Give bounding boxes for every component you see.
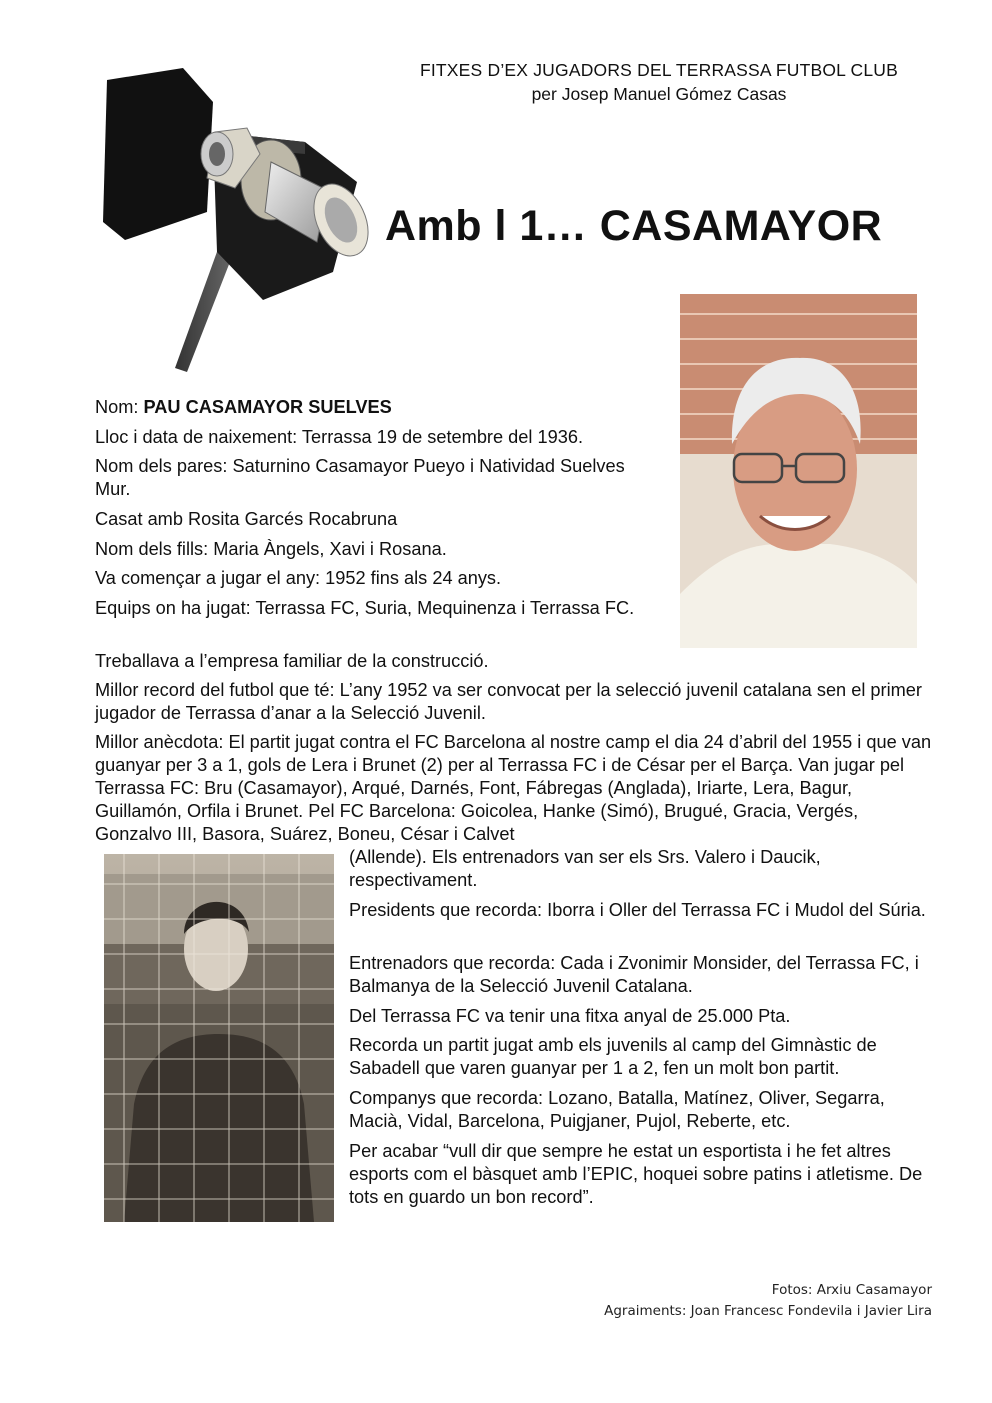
field-contract: Del Terrassa FC va tenir una fitxa anyal de 25.000 Pta. — [349, 1006, 791, 1026]
field-coaches: Entrenadors que recorda: Cada i Zvonimir Monsider, del Terrassa FC, i Balmanya de la Selecció Juvenil Catalana. — [349, 953, 919, 996]
field-anecdote: Millor anècdota: El partit jugat contra el FC Barcelona al nostre camp el dia 24 d’abril del 1955 i que van guanyar per 3 a 1, gols de Lera i Brunet (2) per al Terrassa FC i de César per el Barça. Van jugar pel Terrassa FC: Bru (Casamayor), Arqué, Darnés, Font, Fábregas (Anglada), Iriarte, Lera, Bagur, Guillamón, Orfila i Brunet. Pel FC Barcelona: Goicolea, Hanke (Simó), Brugué, Gracia, Vergés, Gonzalvo III, Basora, Suárez, Boneu, César i Calvet — [95, 732, 932, 844]
field-closing: Per acabar “vull dir que sempre he estat un esportista i he fet altres esports com el bàsquet amb l’EPIC, hoquei sobre patins i atletisme. De tots en guardo un bon record”. — [349, 1141, 923, 1207]
player-photo-recent — [680, 294, 917, 648]
loudspeaker-floodlight-image — [95, 62, 375, 372]
field-best-record: Millor record del futbol que té: L’any 1952 va ser convocat per la selecció juvenil catalana sen el primer jugador de Terrassa d’anar a la Selecció Juvenil. — [95, 680, 922, 723]
credits-thanks: Agraiments: Joan Francesc Fondevila i Javier Lira — [604, 1303, 932, 1319]
field-parents: Nom dels pares: Saturnino Casamayor Pueyo i Natividad Suelves Mur. — [95, 456, 625, 499]
field-work: Treballava a l’empresa familiar de la construcció. — [95, 651, 489, 671]
name-label: Nom: — [95, 397, 139, 417]
field-teammates: Companys que recorda: Lozano, Batalla, Matínez, Oliver, Segarra, Macià, Vidal, Barcelona, Puigjaner, Pujol, Reberte, etc. — [349, 1088, 885, 1131]
name-value: PAU CASAMAYOR SUELVES — [143, 397, 392, 417]
field-anecdote-cont: (Allende). Els entrenadors van ser els Srs. Valero i Daucik, respectivament. — [349, 847, 821, 890]
field-children: Nom dels fills: Maria Àngels, Xavi i Rosana. — [95, 539, 447, 559]
field-started: Va començar a jugar el any: 1952 fins als 24 anys. — [95, 568, 502, 588]
field-name — [95, 396, 665, 419]
credits-photos: Fotos: Arxiu Casamayor — [771, 1282, 932, 1298]
player-photo-young — [104, 854, 334, 1222]
field-memory: Recorda un partit jugat amb els juvenils al camp del Gimnàstic de Sabadell que varen guanyar per 1 a 2, fen un molt bon partit. — [349, 1035, 877, 1078]
field-presidents: Presidents que recorda: Iborra i Oller del Terrassa FC i Mudol del Súria. — [349, 900, 926, 920]
page-title: Amb l 1… CASAMAYOR — [385, 202, 883, 250]
header-series: FITXES D’EX JUGADORS DEL TERRASSA FUTBOL CLUB — [419, 60, 899, 80]
header-author: per Josep Manuel Gómez Casas — [531, 84, 787, 104]
field-birth: Lloc i data de naixement: Terrassa 19 de setembre del 1936. — [95, 427, 583, 447]
field-married: Casat amb Rosita Garcés Rocabruna — [95, 509, 398, 529]
field-teams: Equips on ha jugat: Terrassa FC, Suria, Mequinenza i Terrassa FC. — [95, 598, 635, 618]
